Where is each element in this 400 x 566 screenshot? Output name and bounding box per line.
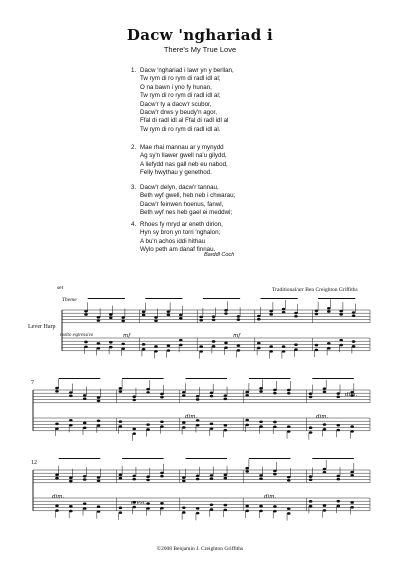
note-head: [259, 510, 263, 513]
note-head: [259, 505, 263, 508]
note-head: [182, 391, 186, 394]
note-head: [309, 479, 313, 482]
note-head: [196, 478, 200, 481]
note-beam: [122, 378, 164, 379]
note-head: [109, 346, 113, 349]
note-head: [315, 309, 319, 312]
note-head: [69, 391, 73, 394]
note-head: [160, 420, 164, 423]
note-head: [84, 345, 88, 348]
note-head: [287, 476, 291, 479]
verse-line: Dacw 'nghariad i lawr yn y berllan,: [140, 67, 234, 74]
dynamic-mark: dim.: [345, 392, 358, 398]
dynamic-mark: dim.: [316, 414, 329, 420]
note-head: [119, 387, 123, 390]
note-head: [132, 478, 136, 481]
note-head: [179, 317, 183, 320]
note-head: [245, 505, 249, 508]
note-head: [337, 392, 341, 395]
note-head: [224, 477, 228, 480]
note-beam: [186, 458, 228, 459]
note-head: [237, 344, 241, 347]
note-head: [83, 394, 87, 397]
note-head: [224, 312, 228, 315]
note-head: [97, 342, 101, 345]
note-head: [350, 430, 354, 433]
note-head: [109, 341, 113, 344]
note-head: [160, 502, 164, 505]
note-head: [287, 430, 291, 433]
note-head: [282, 350, 286, 353]
note-head: [83, 422, 87, 425]
note-head: [132, 428, 136, 431]
note-head: [121, 320, 125, 323]
note-head: [97, 476, 101, 479]
note-head: [196, 512, 200, 515]
note-head: [269, 350, 273, 353]
note-head: [257, 347, 261, 350]
note-head: [309, 392, 313, 395]
note-head: [350, 471, 354, 474]
note-head: [323, 391, 327, 394]
note-head: [97, 424, 101, 427]
verse-number: 1.: [131, 67, 137, 74]
note-head: [83, 475, 87, 478]
note-head: [179, 314, 183, 317]
note-head: [327, 342, 331, 345]
note-head: [210, 392, 214, 395]
dynamic-mark: dim.: [185, 414, 198, 420]
note-beam: [249, 378, 291, 379]
note-head: [350, 425, 354, 428]
theme-label: Theme: [62, 297, 77, 303]
note-head: [309, 431, 313, 434]
note-head: [309, 505, 313, 508]
note-head: [119, 474, 123, 477]
note-head: [84, 341, 88, 344]
note-head: [224, 346, 228, 349]
note-head: [132, 395, 136, 398]
note-beam: [145, 298, 182, 299]
note-head: [282, 308, 286, 311]
note-head: [55, 477, 59, 480]
note-head: [182, 394, 186, 397]
note-head: [210, 508, 214, 511]
note-head: [55, 423, 59, 426]
note-head: [97, 347, 101, 350]
note-head: [196, 507, 200, 510]
note-head: [224, 509, 228, 512]
note-head: [119, 390, 123, 393]
note-head: [160, 472, 164, 475]
note-head: [269, 310, 273, 313]
note-head: [69, 424, 73, 427]
verse-line: Hyn sy bron yn torri 'nghalon;: [140, 229, 221, 237]
verse-line: Wylo peth am danaf finnau.: [140, 246, 216, 254]
verse-line: Dacw'r ty a dacw'r scubor,: [140, 100, 212, 108]
note-head: [210, 477, 214, 480]
note-head: [339, 339, 343, 342]
dynamic-mark: dim.: [264, 494, 277, 500]
note-head: [224, 424, 228, 427]
copyright-notice: ©2008 Benjamin J. Creighton Griffiths: [156, 546, 244, 552]
note-head: [55, 387, 59, 390]
note-head: [196, 475, 200, 478]
note-head: [210, 395, 214, 398]
verse-line: Rhoes fy mryd ar eneth dirion,: [140, 221, 223, 228]
note-head: [142, 310, 146, 313]
note-head: [146, 475, 150, 478]
song-subtitle: There's My True Love: [163, 45, 237, 54]
verse-line: Tw rym di ro rym di radl idl al.: [140, 125, 221, 133]
note-head: [287, 392, 291, 395]
note-head: [69, 394, 73, 397]
note-head: [196, 398, 200, 401]
note-head: [287, 507, 291, 510]
note-head: [167, 314, 171, 317]
verse-line: Beth wyf gwell, heb neb i chwarau;: [140, 192, 236, 200]
verse-line: Ffal di radl idl al Ffal di radl idl al: [140, 117, 229, 125]
note-head: [245, 470, 249, 473]
note-head: [273, 392, 277, 395]
note-head: [167, 344, 171, 347]
note-head: [294, 315, 298, 318]
verse-author: Barddl Coch: [204, 252, 235, 258]
note-head: [245, 394, 249, 397]
note-head: [323, 509, 327, 512]
note-head: [339, 344, 343, 347]
note-head: [160, 396, 164, 399]
note-head: [210, 503, 214, 506]
note-head: [350, 506, 354, 509]
note-beam: [318, 298, 355, 299]
note-head: [273, 389, 277, 392]
note-head: [287, 512, 291, 515]
verse-number: 3.: [131, 184, 137, 191]
note-head: [146, 423, 150, 426]
note-head: [146, 391, 150, 394]
note-head: [350, 474, 354, 477]
verse-number: 2.: [131, 144, 137, 151]
note-head: [154, 316, 158, 319]
verse-line: Ag sy'n llawer gwell na'u gilydd,: [140, 152, 227, 160]
note-head: [245, 467, 249, 470]
verse-line: Dacw'r drws y beudy'n agor,: [140, 109, 217, 117]
note-head: [339, 313, 343, 316]
note-head: [259, 425, 263, 428]
note-head: [160, 507, 164, 510]
note-head: [245, 391, 249, 394]
note-head: [273, 421, 277, 424]
dynamic-mark: mf: [233, 333, 241, 339]
note-head: [160, 425, 164, 428]
note-head: [69, 505, 73, 508]
note-head: [167, 310, 171, 313]
note-head: [109, 316, 113, 319]
note-head: [199, 316, 203, 319]
verse-line: Tw rym di ro rym di radl idl al;: [140, 75, 221, 83]
verse-line: Beth wyf nes heb gael ei meddwl;: [140, 209, 233, 217]
note-head: [224, 394, 228, 397]
note-head: [212, 315, 216, 318]
note-head: [83, 397, 87, 400]
note-head: [55, 390, 59, 393]
note-head: [337, 424, 341, 427]
note-head: [182, 421, 186, 424]
note-head: [199, 350, 203, 353]
note-head: [337, 429, 341, 432]
note-head: [273, 510, 277, 513]
note-head: [259, 390, 263, 393]
note-beam: [186, 378, 228, 379]
note-head: [83, 478, 87, 481]
note-head: [337, 478, 341, 481]
note-head: [309, 475, 313, 478]
note-head: [55, 509, 59, 512]
note-head: [160, 393, 164, 396]
note-head: [121, 347, 125, 350]
note-head: [245, 419, 249, 422]
note-head: [237, 349, 241, 352]
note-head: [259, 477, 263, 480]
note-head: [121, 343, 125, 346]
note-beam: [203, 298, 240, 299]
note-head: [119, 425, 123, 428]
note-head: [352, 340, 356, 343]
note-head: [245, 510, 249, 513]
note-head: [282, 345, 286, 348]
note-head: [294, 312, 298, 315]
note-head: [273, 470, 277, 473]
note-head: [309, 396, 313, 399]
note-head: [119, 420, 123, 423]
note-head: [294, 348, 298, 351]
note-head: [196, 424, 200, 427]
note-head: [323, 387, 327, 390]
verse-line: Mae rhai mannau ar y mynydd: [140, 144, 224, 151]
note-head: [273, 505, 277, 508]
note-head: [83, 426, 87, 429]
note-head: [224, 504, 228, 507]
note-head: [259, 387, 263, 390]
note-head: [97, 479, 101, 482]
note-head: [212, 340, 216, 343]
note-head: [83, 507, 87, 510]
note-head: [339, 310, 343, 313]
verse-line: Dacw'r delyn, dacw'r tannau,: [140, 184, 219, 191]
note-head: [315, 313, 319, 316]
expression-marking: molto espressivo: [60, 333, 94, 338]
note-head: [352, 311, 356, 314]
note-head: [237, 315, 241, 318]
note-head: [210, 474, 214, 477]
song-title: Dacw 'nghariad i: [126, 26, 274, 44]
note-head: [182, 506, 186, 509]
note-head: [224, 398, 228, 401]
note-head: [327, 307, 331, 310]
note-head: [142, 343, 146, 346]
note-head: [273, 473, 277, 476]
note-head: [132, 432, 136, 435]
verse-line: A bu'n achos iddi hithau: [140, 237, 206, 245]
note-head: [97, 396, 101, 399]
note-head: [182, 426, 186, 429]
note-head: [315, 344, 319, 347]
note-head: [212, 319, 216, 322]
note-head: [287, 425, 291, 428]
note-head: [69, 510, 73, 513]
note-head: [154, 350, 158, 353]
note-head: [167, 349, 171, 352]
note-beam: [59, 378, 101, 379]
note-head: [323, 468, 327, 471]
note-head: [210, 423, 214, 426]
note-head: [132, 399, 136, 402]
note-head: [196, 395, 200, 398]
note-head: [121, 316, 125, 319]
note-head: [146, 428, 150, 431]
note-head: [55, 427, 59, 430]
note-head: [309, 426, 313, 429]
dynamic-mark: cresc.: [131, 500, 148, 506]
note-head: [84, 313, 88, 316]
note-head: [142, 348, 146, 351]
verse-number: 4.: [131, 221, 137, 228]
note-head: [69, 480, 73, 483]
note-head: [337, 505, 341, 508]
note-beam: [261, 298, 298, 299]
note-head: [224, 474, 228, 477]
note-head: [352, 314, 356, 317]
verse-line: Felly hwythau y genethod.: [140, 169, 212, 177]
measure-number: 12: [31, 460, 37, 466]
note-head: [237, 318, 241, 321]
note-head: [257, 342, 261, 345]
note-head: [323, 423, 327, 426]
note-head: [179, 339, 183, 342]
note-beam: [312, 458, 354, 459]
note-head: [327, 347, 331, 350]
note-head: [109, 313, 113, 316]
note-head: [182, 480, 186, 483]
verse-line: Tw rym di ro rym di radl idl al;: [140, 92, 221, 100]
note-head: [323, 428, 327, 431]
note-head: [97, 319, 101, 322]
note-head: [352, 345, 356, 348]
verse-line: O na bawn i yno fy hunan,: [140, 83, 212, 91]
note-head: [323, 504, 327, 507]
note-head: [154, 319, 158, 322]
note-head: [350, 501, 354, 504]
note-head: [119, 511, 123, 514]
note-head: [257, 315, 261, 318]
note-head: [287, 389, 291, 392]
verse-line: A liefydd nas gall neb eu nabod,: [140, 160, 228, 168]
note-head: [327, 310, 331, 313]
note-beam: [249, 458, 291, 459]
note-head: [273, 425, 277, 428]
note-head: [212, 345, 216, 348]
note-head: [224, 342, 228, 345]
note-head: [160, 475, 164, 478]
note-head: [146, 388, 150, 391]
note-head: [287, 479, 291, 482]
note-head: [315, 349, 319, 352]
note-head: [55, 474, 59, 477]
note-head: [337, 500, 341, 503]
note-beam: [88, 298, 125, 299]
note-head: [179, 344, 183, 347]
note-head: [282, 311, 286, 314]
note-head: [210, 427, 214, 430]
note-head: [257, 318, 261, 321]
note-head: [337, 475, 341, 478]
note-head: [199, 319, 203, 322]
note-head: [97, 316, 101, 319]
note-beam: [122, 458, 164, 459]
note-head: [309, 500, 313, 503]
note-head: [97, 399, 101, 402]
note-head: [199, 345, 203, 348]
note-head: [182, 476, 186, 479]
note-head: [69, 419, 73, 422]
note-head: [245, 424, 249, 427]
dynamic-mark: dim.: [52, 494, 65, 500]
note-head: [119, 477, 123, 480]
note-head: [224, 429, 228, 432]
note-head: [142, 314, 146, 317]
arranger-credit: Traditional/arr Ben Creighton Griffiths: [272, 287, 358, 293]
dynamic-mark: mf: [123, 333, 131, 339]
note-head: [69, 477, 73, 480]
note-head: [323, 471, 327, 474]
note-head: [154, 345, 158, 348]
note-beam: [312, 378, 354, 379]
note-head: [97, 419, 101, 422]
note-head: [224, 309, 228, 312]
note-head: [84, 310, 88, 313]
note-head: [146, 507, 150, 510]
note-head: [83, 502, 87, 505]
note-head: [269, 345, 273, 348]
measure-number: 7: [31, 380, 34, 386]
harp-setting-label: set: [57, 285, 64, 291]
note-head: [337, 395, 341, 398]
note-head: [55, 504, 59, 507]
note-head: [119, 507, 123, 510]
note-head: [182, 511, 186, 514]
instrument-label: Lever Harp: [28, 324, 56, 330]
note-head: [132, 475, 136, 478]
note-head: [97, 510, 101, 513]
note-head: [294, 343, 298, 346]
note-head: [146, 479, 150, 482]
note-head: [259, 421, 263, 424]
note-head: [259, 474, 263, 477]
note-beam: [59, 458, 101, 459]
note-head: [132, 506, 136, 509]
note-head: [97, 505, 101, 508]
note-head: [269, 313, 273, 316]
verse-line: Dacw'r feinwen hoenus, fanwl,: [140, 200, 224, 208]
